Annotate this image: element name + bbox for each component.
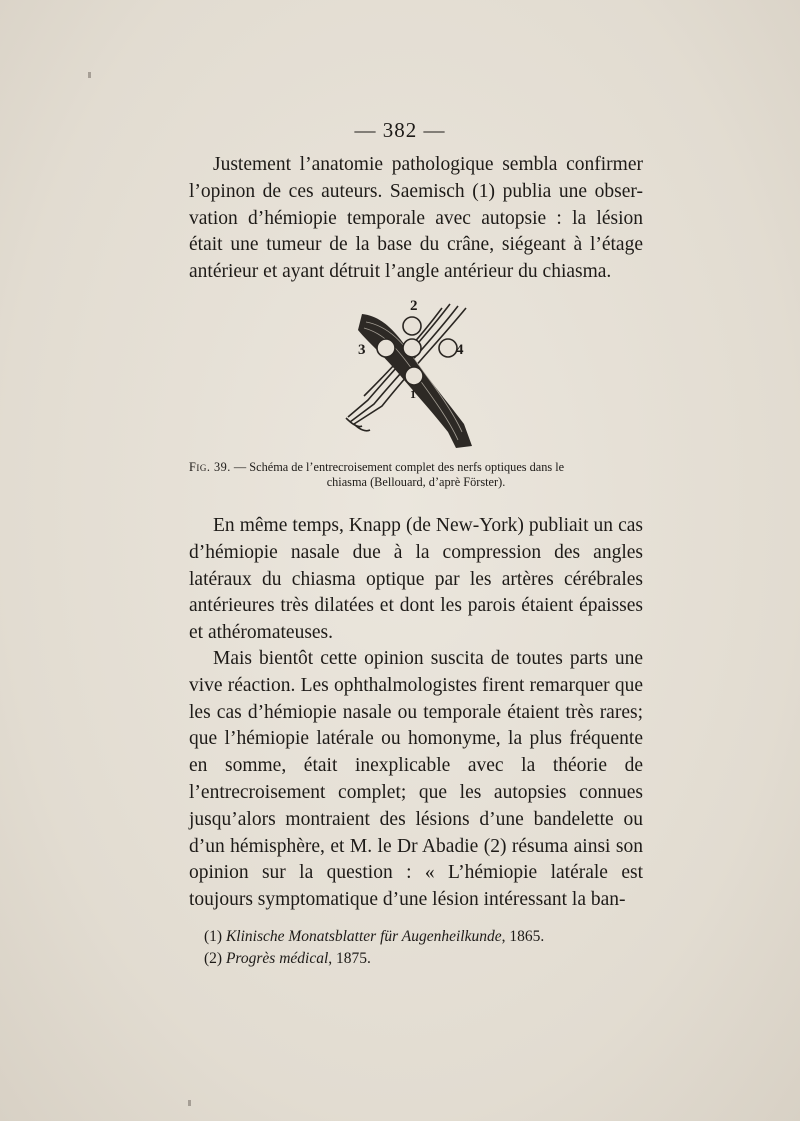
figure-label-top: 2 [410,298,418,314]
figure-caption [189,460,643,490]
footnote-2-title: Progrès médical [225,950,329,967]
footnote-1-title: Klinische Monatsblatter für Augenheilkunde [225,928,502,945]
page-number: — 382 — [354,118,446,142]
figure-caption-label: Fig. 39. [189,460,231,474]
footnote-2-marker: (2) [204,950,223,967]
figure-caption-line1: — Schéma de l’entrecroisement complet des nerfs optiques dans le [230,460,565,474]
footnote-2 [204,948,634,970]
footnote-1-marker: (1) [204,928,223,945]
chiasma-diagram [344,296,474,452]
paper-speck [188,1100,191,1106]
paragraph-1: Justement l’anatomie pathologique sembla confirmer l’opinon de ces auteurs. Saemisch (1) publia une obser- vation d’hémiopie temporale avec autopsie : la lésion était une tumeur de la base du crâne, siégeant à l’étage antérieur et ayant détruit l’angle antérieur du chiasma. [189,154,643,283]
footnote-1-rest: , 1865. [501,928,545,945]
figure-label-bottom: 1 [410,387,416,401]
footnote-2-rest: , 1875. [328,950,371,967]
figure-label-left: 3 [358,342,366,358]
chiasma-figure [344,296,474,452]
paper-speck [88,72,91,78]
paragraph-3: Mais bientôt cette opinion suscita de toutes parts une vive réaction. Les ophthalmologistes firent remarquer que les cas d’hémiopie nasale ou temporale étaient très rares; que l’hémiopie latérale ou homonyme, la plus fréquente en somme, était inexplicable avec la théorie de l’entrecroisement complet; que les autopsies connues jusqu’alors montraient des lésions d’une bandelette ou d’un hémisphère, et M. le Dr Abadie (2) résuma ainsi son opinion sur la question : « L’hémiopie latérale est toujours symptomatique d’une lésion intéressant la ban- [189,648,643,911]
figure-label-right: 4 [456,342,464,358]
footnote-1 [204,926,634,948]
figure-caption-line2: chiasma (Bellouard, d’aprè Förster). [326,475,506,489]
paragraph-2: En même temps, Knapp (de New-York) publiait un cas d’hémiopie nasale due à la compression des angles latéraux du chiasma optique par les artères cérébrales antérieures très dilatées et dont les parois étaient épaisses et athéromateuses. [189,515,643,644]
footnotes [204,926,634,970]
